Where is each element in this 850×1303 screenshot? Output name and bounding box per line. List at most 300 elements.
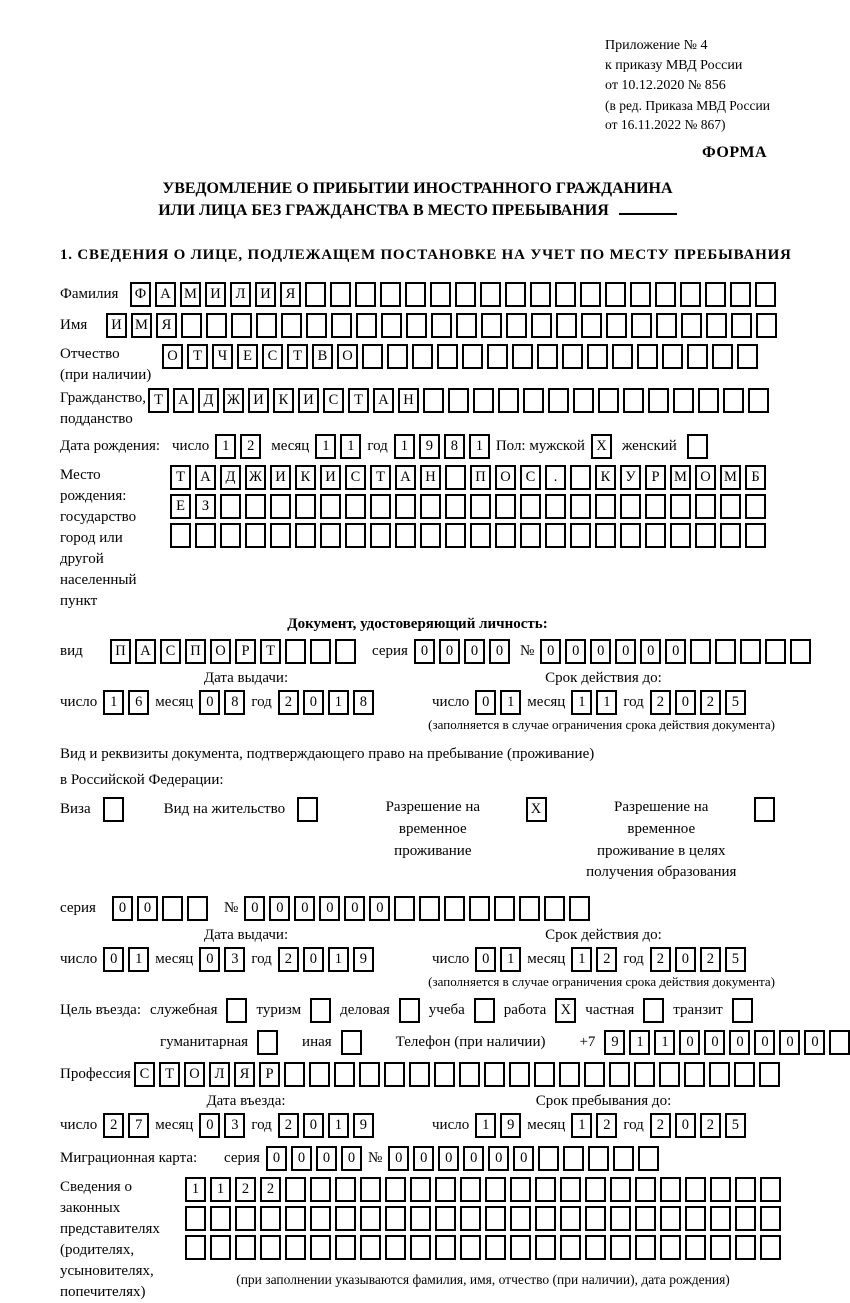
char-box[interactable]	[512, 344, 533, 369]
char-box[interactable]: 2	[278, 1113, 299, 1138]
char-box[interactable]	[220, 523, 241, 548]
char-box[interactable]: О	[337, 344, 358, 369]
char-box[interactable]	[630, 282, 651, 307]
char-box[interactable]	[660, 1177, 681, 1202]
char-box[interactable]: О	[695, 465, 716, 490]
char-box[interactable]	[535, 1206, 556, 1231]
char-box[interactable]	[745, 494, 766, 519]
char-box[interactable]	[645, 523, 666, 548]
char-box[interactable]	[655, 282, 676, 307]
char-box[interactable]: 0	[291, 1146, 312, 1171]
char-box[interactable]: И	[248, 388, 269, 413]
char-box[interactable]: 9	[353, 1113, 374, 1138]
char-box[interactable]	[660, 1206, 681, 1231]
purpose-official-checkbox[interactable]	[226, 998, 247, 1023]
char-box[interactable]	[334, 1062, 355, 1087]
char-box[interactable]	[538, 1146, 559, 1171]
char-box[interactable]	[410, 1177, 431, 1202]
char-box[interactable]	[623, 388, 644, 413]
char-box[interactable]	[445, 494, 466, 519]
char-box[interactable]: М	[670, 465, 691, 490]
char-box[interactable]: 1	[185, 1177, 206, 1202]
char-box[interactable]	[687, 344, 708, 369]
char-box[interactable]: 0	[369, 896, 390, 921]
char-box[interactable]: И	[320, 465, 341, 490]
char-box[interactable]	[405, 282, 426, 307]
char-box[interactable]	[260, 1206, 281, 1231]
char-box[interactable]	[505, 282, 526, 307]
char-box[interactable]	[709, 1062, 730, 1087]
char-box[interactable]: Я	[280, 282, 301, 307]
char-box[interactable]	[520, 494, 541, 519]
char-box[interactable]	[480, 282, 501, 307]
char-box[interactable]: 0	[438, 1146, 459, 1171]
char-box[interactable]	[445, 523, 466, 548]
char-box[interactable]	[423, 388, 444, 413]
char-box[interactable]: С	[520, 465, 541, 490]
char-box[interactable]	[481, 313, 502, 338]
purpose-business-checkbox[interactable]	[399, 998, 420, 1023]
char-box[interactable]: Б	[745, 465, 766, 490]
char-box[interactable]	[606, 313, 627, 338]
purpose-humanitarian-checkbox[interactable]	[257, 1030, 278, 1055]
char-box[interactable]	[406, 313, 427, 338]
char-box[interactable]	[585, 1206, 606, 1231]
char-box[interactable]: 0	[729, 1030, 750, 1055]
char-box[interactable]: И	[106, 313, 127, 338]
char-box[interactable]: Л	[209, 1062, 230, 1087]
char-box[interactable]	[485, 1235, 506, 1260]
char-box[interactable]: 1	[103, 690, 124, 715]
char-box[interactable]	[673, 388, 694, 413]
char-box[interactable]: 8	[353, 690, 374, 715]
char-box[interactable]	[523, 388, 544, 413]
char-box[interactable]	[680, 282, 701, 307]
char-box[interactable]: 0	[319, 896, 340, 921]
char-box[interactable]: 0	[413, 1146, 434, 1171]
char-box[interactable]	[360, 1235, 381, 1260]
char-box[interactable]	[434, 1062, 455, 1087]
char-box[interactable]	[410, 1206, 431, 1231]
char-box[interactable]	[187, 896, 208, 921]
char-box[interactable]: 9	[500, 1113, 521, 1138]
purpose-work-checkbox[interactable]: X	[555, 998, 576, 1023]
char-box[interactable]	[548, 388, 569, 413]
char-box[interactable]	[345, 523, 366, 548]
char-box[interactable]: 0	[303, 1113, 324, 1138]
char-box[interactable]: 0	[475, 690, 496, 715]
char-box[interactable]	[531, 313, 552, 338]
char-box[interactable]	[730, 282, 751, 307]
char-box[interactable]	[362, 344, 383, 369]
char-box[interactable]: Я	[234, 1062, 255, 1087]
char-box[interactable]: А	[135, 639, 156, 664]
char-box[interactable]	[659, 1062, 680, 1087]
char-box[interactable]	[545, 494, 566, 519]
char-box[interactable]: 2	[650, 1113, 671, 1138]
char-box[interactable]: 0	[615, 639, 636, 664]
char-box[interactable]	[498, 388, 519, 413]
char-box[interactable]: 0	[439, 639, 460, 664]
char-box[interactable]	[310, 639, 331, 664]
char-box[interactable]: 0	[565, 639, 586, 664]
char-box[interactable]	[580, 282, 601, 307]
char-box[interactable]: О	[162, 344, 183, 369]
char-box[interactable]: Н	[398, 388, 419, 413]
char-box[interactable]: Ч	[212, 344, 233, 369]
char-box[interactable]	[310, 1206, 331, 1231]
char-box[interactable]: О	[210, 639, 231, 664]
char-box[interactable]	[670, 494, 691, 519]
residence-permit-checkbox[interactable]	[297, 797, 318, 822]
char-box[interactable]	[588, 1146, 609, 1171]
char-box[interactable]	[162, 896, 183, 921]
char-box[interactable]: 0	[199, 690, 220, 715]
char-box[interactable]: 2	[700, 690, 721, 715]
char-box[interactable]: С	[345, 465, 366, 490]
char-box[interactable]: Р	[235, 639, 256, 664]
char-box[interactable]	[706, 313, 727, 338]
char-box[interactable]	[206, 313, 227, 338]
char-box[interactable]: 2	[650, 947, 671, 972]
char-box[interactable]	[670, 523, 691, 548]
char-box[interactable]	[335, 1206, 356, 1231]
char-box[interactable]	[613, 1146, 634, 1171]
char-box[interactable]: 0	[475, 947, 496, 972]
char-box[interactable]	[360, 1206, 381, 1231]
char-box[interactable]: 0	[540, 639, 561, 664]
char-box[interactable]: 2	[596, 1113, 617, 1138]
char-box[interactable]	[210, 1235, 231, 1260]
char-box[interactable]: 2	[596, 947, 617, 972]
char-box[interactable]	[563, 1146, 584, 1171]
char-box[interactable]: Л	[230, 282, 251, 307]
char-box[interactable]	[495, 494, 516, 519]
char-box[interactable]	[473, 388, 494, 413]
char-box[interactable]	[310, 1235, 331, 1260]
char-box[interactable]	[395, 494, 416, 519]
char-box[interactable]: 5	[725, 690, 746, 715]
char-box[interactable]	[745, 523, 766, 548]
char-box[interactable]: В	[312, 344, 333, 369]
char-box[interactable]	[435, 1206, 456, 1231]
char-box[interactable]: К	[295, 465, 316, 490]
char-box[interactable]: 0	[464, 639, 485, 664]
char-box[interactable]	[585, 1235, 606, 1260]
char-box[interactable]	[330, 282, 351, 307]
char-box[interactable]: 1	[571, 690, 592, 715]
char-box[interactable]	[534, 1062, 555, 1087]
char-box[interactable]: 0	[244, 896, 265, 921]
char-box[interactable]	[584, 1062, 605, 1087]
char-box[interactable]: 1	[328, 1113, 349, 1138]
char-box[interactable]: С	[134, 1062, 155, 1087]
char-box[interactable]	[185, 1235, 206, 1260]
char-box[interactable]	[748, 388, 769, 413]
char-box[interactable]	[170, 523, 191, 548]
char-box[interactable]	[635, 1235, 656, 1260]
char-box[interactable]	[535, 1235, 556, 1260]
char-box[interactable]: А	[373, 388, 394, 413]
char-box[interactable]: 1	[571, 1113, 592, 1138]
char-box[interactable]: И	[270, 465, 291, 490]
char-box[interactable]	[435, 1235, 456, 1260]
char-box[interactable]: 0	[344, 896, 365, 921]
char-box[interactable]	[285, 1206, 306, 1231]
char-box[interactable]	[460, 1206, 481, 1231]
edu-residence-checkbox[interactable]	[754, 797, 775, 822]
char-box[interactable]: Т	[148, 388, 169, 413]
char-box[interactable]: О	[495, 465, 516, 490]
char-box[interactable]	[720, 523, 741, 548]
char-box[interactable]	[445, 465, 466, 490]
purpose-private-checkbox[interactable]	[643, 998, 664, 1023]
char-box[interactable]	[705, 282, 726, 307]
char-box[interactable]	[270, 494, 291, 519]
char-box[interactable]: .	[545, 465, 566, 490]
char-box[interactable]	[185, 1206, 206, 1231]
char-box[interactable]	[760, 1235, 781, 1260]
char-box[interactable]: 2	[700, 1113, 721, 1138]
char-box[interactable]	[460, 1235, 481, 1260]
char-box[interactable]: 0	[640, 639, 661, 664]
char-box[interactable]	[385, 1177, 406, 1202]
char-box[interactable]: Т	[159, 1062, 180, 1087]
char-box[interactable]: И	[205, 282, 226, 307]
char-box[interactable]: П	[470, 465, 491, 490]
char-box[interactable]	[305, 282, 326, 307]
char-box[interactable]	[335, 1177, 356, 1202]
char-box[interactable]	[520, 523, 541, 548]
char-box[interactable]	[235, 1206, 256, 1231]
char-box[interactable]: 1	[315, 434, 336, 459]
char-box[interactable]: Е	[237, 344, 258, 369]
char-box[interactable]	[790, 639, 811, 664]
char-box[interactable]: 1	[596, 690, 617, 715]
char-box[interactable]: Д	[220, 465, 241, 490]
char-box[interactable]	[335, 639, 356, 664]
char-box[interactable]: З	[195, 494, 216, 519]
char-box[interactable]	[620, 494, 641, 519]
char-box[interactable]: 0	[303, 690, 324, 715]
char-box[interactable]: 0	[414, 639, 435, 664]
char-box[interactable]: 0	[266, 1146, 287, 1171]
char-box[interactable]	[281, 313, 302, 338]
char-box[interactable]: 1	[328, 947, 349, 972]
char-box[interactable]	[610, 1177, 631, 1202]
char-box[interactable]: Ф	[130, 282, 151, 307]
char-box[interactable]: 1	[469, 434, 490, 459]
char-box[interactable]: 8	[224, 690, 245, 715]
char-box[interactable]: 9	[604, 1030, 625, 1055]
char-box[interactable]: Ж	[245, 465, 266, 490]
char-box[interactable]: 0	[103, 947, 124, 972]
char-box[interactable]: 1	[500, 947, 521, 972]
char-box[interactable]	[256, 313, 277, 338]
char-box[interactable]	[285, 1235, 306, 1260]
char-box[interactable]	[710, 1177, 731, 1202]
char-box[interactable]	[431, 313, 452, 338]
char-box[interactable]	[695, 494, 716, 519]
temp-residence-checkbox[interactable]: X	[526, 797, 547, 822]
char-box[interactable]: С	[160, 639, 181, 664]
char-box[interactable]	[331, 313, 352, 338]
char-box[interactable]: 9	[353, 947, 374, 972]
char-box[interactable]	[420, 523, 441, 548]
char-box[interactable]	[494, 896, 515, 921]
char-box[interactable]: 2	[278, 690, 299, 715]
char-box[interactable]: 2	[240, 434, 261, 459]
char-box[interactable]	[560, 1177, 581, 1202]
char-box[interactable]	[510, 1206, 531, 1231]
char-box[interactable]	[470, 494, 491, 519]
char-box[interactable]	[735, 1177, 756, 1202]
char-box[interactable]	[698, 388, 719, 413]
char-box[interactable]	[448, 388, 469, 413]
char-box[interactable]	[356, 313, 377, 338]
char-box[interactable]: Т	[170, 465, 191, 490]
char-box[interactable]	[587, 344, 608, 369]
char-box[interactable]	[760, 1177, 781, 1202]
char-box[interactable]: 1	[475, 1113, 496, 1138]
char-box[interactable]	[638, 1146, 659, 1171]
char-box[interactable]	[637, 344, 658, 369]
char-box[interactable]: 0	[779, 1030, 800, 1055]
char-box[interactable]: И	[255, 282, 276, 307]
char-box[interactable]: 1	[215, 434, 236, 459]
char-box[interactable]	[530, 282, 551, 307]
purpose-other-checkbox[interactable]	[341, 1030, 362, 1055]
char-box[interactable]	[612, 344, 633, 369]
char-box[interactable]: 1	[571, 947, 592, 972]
char-box[interactable]	[598, 388, 619, 413]
char-box[interactable]: Ж	[223, 388, 244, 413]
char-box[interactable]: 6	[128, 690, 149, 715]
char-box[interactable]: К	[595, 465, 616, 490]
char-box[interactable]: Т	[370, 465, 391, 490]
char-box[interactable]: 0	[341, 1146, 362, 1171]
char-box[interactable]	[320, 523, 341, 548]
char-box[interactable]	[829, 1030, 850, 1055]
char-box[interactable]	[210, 1206, 231, 1231]
char-box[interactable]: 3	[224, 947, 245, 972]
char-box[interactable]	[335, 1235, 356, 1260]
char-box[interactable]	[420, 494, 441, 519]
char-box[interactable]	[759, 1062, 780, 1087]
char-box[interactable]: 2	[278, 947, 299, 972]
char-box[interactable]	[685, 1177, 706, 1202]
char-box[interactable]	[460, 1177, 481, 1202]
char-box[interactable]: 1	[654, 1030, 675, 1055]
char-box[interactable]: 0	[704, 1030, 725, 1055]
char-box[interactable]	[506, 313, 527, 338]
char-box[interactable]	[484, 1062, 505, 1087]
char-box[interactable]: 0	[112, 896, 133, 921]
char-box[interactable]	[359, 1062, 380, 1087]
char-box[interactable]: Т	[260, 639, 281, 664]
char-box[interactable]	[485, 1206, 506, 1231]
char-box[interactable]	[495, 523, 516, 548]
char-box[interactable]: 3	[224, 1113, 245, 1138]
char-box[interactable]: 2	[103, 1113, 124, 1138]
char-box[interactable]	[656, 313, 677, 338]
char-box[interactable]: Р	[645, 465, 666, 490]
char-box[interactable]: 1	[340, 434, 361, 459]
char-box[interactable]	[510, 1177, 531, 1202]
char-box[interactable]	[720, 494, 741, 519]
char-box[interactable]	[535, 1177, 556, 1202]
char-box[interactable]: 0	[316, 1146, 337, 1171]
char-box[interactable]: 1	[629, 1030, 650, 1055]
char-box[interactable]	[570, 494, 591, 519]
purpose-tourism-checkbox[interactable]	[310, 998, 331, 1023]
char-box[interactable]	[469, 896, 490, 921]
char-box[interactable]	[370, 523, 391, 548]
char-box[interactable]: 0	[489, 639, 510, 664]
char-box[interactable]	[595, 494, 616, 519]
char-box[interactable]	[555, 282, 576, 307]
char-box[interactable]: 0	[665, 639, 686, 664]
char-box[interactable]	[560, 1206, 581, 1231]
char-box[interactable]: 2	[650, 690, 671, 715]
char-box[interactable]	[470, 523, 491, 548]
char-box[interactable]: 0	[137, 896, 158, 921]
char-box[interactable]	[385, 1235, 406, 1260]
char-box[interactable]: 0	[463, 1146, 484, 1171]
visa-checkbox[interactable]	[103, 797, 124, 822]
sex-male-checkbox[interactable]: X	[591, 434, 612, 459]
char-box[interactable]: 9	[419, 434, 440, 459]
char-box[interactable]: М	[131, 313, 152, 338]
char-box[interactable]: С	[323, 388, 344, 413]
char-box[interactable]	[609, 1062, 630, 1087]
char-box[interactable]	[695, 523, 716, 548]
char-box[interactable]: А	[155, 282, 176, 307]
char-box[interactable]	[306, 313, 327, 338]
char-box[interactable]: О	[184, 1062, 205, 1087]
char-box[interactable]	[455, 282, 476, 307]
char-box[interactable]	[735, 1235, 756, 1260]
char-box[interactable]	[381, 313, 402, 338]
char-box[interactable]	[595, 523, 616, 548]
char-box[interactable]: 0	[269, 896, 290, 921]
char-box[interactable]	[569, 896, 590, 921]
char-box[interactable]	[409, 1062, 430, 1087]
char-box[interactable]: 0	[675, 947, 696, 972]
char-box[interactable]	[285, 1177, 306, 1202]
char-box[interactable]	[737, 344, 758, 369]
char-box[interactable]	[487, 344, 508, 369]
char-box[interactable]: Н	[420, 465, 441, 490]
char-box[interactable]: П	[110, 639, 131, 664]
char-box[interactable]	[320, 494, 341, 519]
char-box[interactable]	[285, 639, 306, 664]
char-box[interactable]	[684, 1062, 705, 1087]
char-box[interactable]: 1	[128, 947, 149, 972]
char-box[interactable]	[270, 523, 291, 548]
char-box[interactable]: 0	[590, 639, 611, 664]
char-box[interactable]	[284, 1062, 305, 1087]
char-box[interactable]: Т	[287, 344, 308, 369]
char-box[interactable]: С	[262, 344, 283, 369]
char-box[interactable]	[394, 896, 415, 921]
char-box[interactable]: 0	[675, 690, 696, 715]
char-box[interactable]	[310, 1177, 331, 1202]
char-box[interactable]: Т	[348, 388, 369, 413]
char-box[interactable]	[545, 523, 566, 548]
char-box[interactable]: 5	[725, 947, 746, 972]
char-box[interactable]	[570, 523, 591, 548]
